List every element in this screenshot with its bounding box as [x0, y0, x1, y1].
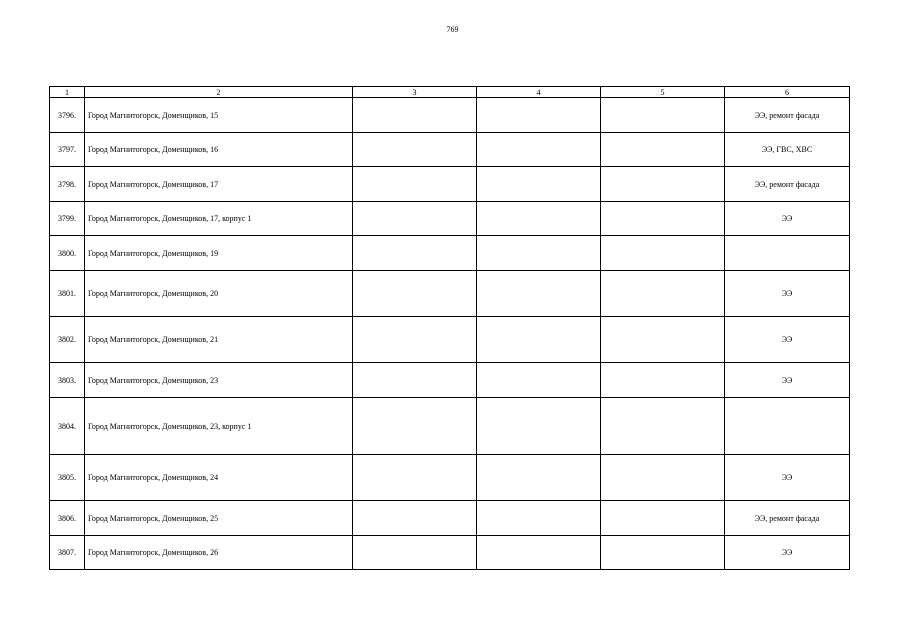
- column-header-2: 2: [85, 87, 353, 98]
- row-col3: [353, 501, 477, 536]
- row-col4: [477, 455, 601, 501]
- row-col4: [477, 98, 601, 133]
- row-number: 3806.: [50, 501, 85, 536]
- row-col3: [353, 98, 477, 133]
- row-col5: [601, 202, 725, 236]
- row-number: 3798.: [50, 167, 85, 202]
- row-col5: [601, 363, 725, 398]
- row-col3: [353, 398, 477, 455]
- row-address: Город Магнитогорск, Доменщиков, 20: [85, 271, 353, 317]
- row-number: 3797.: [50, 133, 85, 167]
- column-header-6: 6: [725, 87, 850, 98]
- row-address: Город Магнитогорск, Доменщиков, 23: [85, 363, 353, 398]
- row-col4: [477, 133, 601, 167]
- row-number: 3802.: [50, 317, 85, 363]
- row-number: 3801.: [50, 271, 85, 317]
- row-col5: [601, 236, 725, 271]
- row-col3: [353, 317, 477, 363]
- row-address: Город Магнитогорск, Доменщиков, 21: [85, 317, 353, 363]
- table-row: [50, 167, 850, 202]
- row-col4: [477, 317, 601, 363]
- row-col5: [601, 398, 725, 455]
- row-col3: [353, 363, 477, 398]
- row-col3: [353, 202, 477, 236]
- row-address: Город Магнитогорск, Доменщиков, 17: [85, 167, 353, 202]
- row-col5: [601, 271, 725, 317]
- row-col6: ЭЭ, ГВС, ХВС: [725, 133, 850, 167]
- row-number: 3796.: [50, 98, 85, 133]
- row-number: 3804.: [50, 398, 85, 455]
- row-col6: ЭЭ: [725, 271, 850, 317]
- registry-table: [49, 86, 850, 570]
- table-row: [50, 501, 850, 536]
- row-col5: [601, 98, 725, 133]
- row-col6: ЭЭ, ремонт фасада: [725, 167, 850, 202]
- row-col6: ЭЭ: [725, 202, 850, 236]
- header-row: [50, 87, 850, 98]
- row-address: Город Магнитогорск, Доменщиков, 26: [85, 536, 353, 570]
- row-col4: [477, 271, 601, 317]
- row-address: Город Магнитогорск, Доменщиков, 16: [85, 133, 353, 167]
- page-number: 769: [446, 25, 459, 34]
- row-col4: [477, 236, 601, 271]
- row-col5: [601, 455, 725, 501]
- row-col3: [353, 536, 477, 570]
- row-number: 3803.: [50, 363, 85, 398]
- row-number: 3805.: [50, 455, 85, 501]
- table-row: [50, 536, 850, 570]
- row-address: Город Магнитогорск, Доменщиков, 17, корпус 1: [85, 202, 353, 236]
- row-col5: [601, 133, 725, 167]
- row-col3: [353, 271, 477, 317]
- row-col4: [477, 501, 601, 536]
- row-address: Город Магнитогорск, Доменщиков, 19: [85, 236, 353, 271]
- row-address: Город Магнитогорск, Доменщиков, 15: [85, 98, 353, 133]
- row-col4: [477, 167, 601, 202]
- column-header-3: 3: [353, 87, 477, 98]
- row-address: Город Магнитогорск, Доменщиков, 24: [85, 455, 353, 501]
- row-col6: ЭЭ: [725, 363, 850, 398]
- table-row: [50, 363, 850, 398]
- table-row: [50, 398, 850, 455]
- row-col3: [353, 133, 477, 167]
- row-col6: ЭЭ: [725, 455, 850, 501]
- row-col3: [353, 455, 477, 501]
- column-header-4: 4: [477, 87, 601, 98]
- row-col3: [353, 236, 477, 271]
- row-address: Город Магнитогорск, Доменщиков, 25: [85, 501, 353, 536]
- table-row: [50, 202, 850, 236]
- row-col5: [601, 167, 725, 202]
- table-row: [50, 98, 850, 133]
- row-col4: [477, 202, 601, 236]
- column-header-5: 5: [601, 87, 725, 98]
- row-col4: [477, 536, 601, 570]
- row-col3: [353, 167, 477, 202]
- row-col6: ЭЭ: [725, 317, 850, 363]
- row-col6: [725, 236, 850, 271]
- row-col5: [601, 536, 725, 570]
- row-col6: ЭЭ, ремонт фасада: [725, 98, 850, 133]
- row-col5: [601, 501, 725, 536]
- row-col4: [477, 398, 601, 455]
- table-row: [50, 271, 850, 317]
- row-col5: [601, 317, 725, 363]
- table-row: [50, 236, 850, 271]
- row-address: Город Магнитогорск, Доменщиков, 23, корпус 1: [85, 398, 353, 455]
- table-row: [50, 455, 850, 501]
- row-col6: ЭЭ: [725, 536, 850, 570]
- row-number: 3807.: [50, 536, 85, 570]
- row-number: 3799.: [50, 202, 85, 236]
- row-col6: [725, 398, 850, 455]
- row-col4: [477, 363, 601, 398]
- row-col6: ЭЭ, ремонт фасада: [725, 501, 850, 536]
- table-row: [50, 133, 850, 167]
- table-row: [50, 317, 850, 363]
- row-number: 3800.: [50, 236, 85, 271]
- column-header-1: 1: [50, 87, 85, 98]
